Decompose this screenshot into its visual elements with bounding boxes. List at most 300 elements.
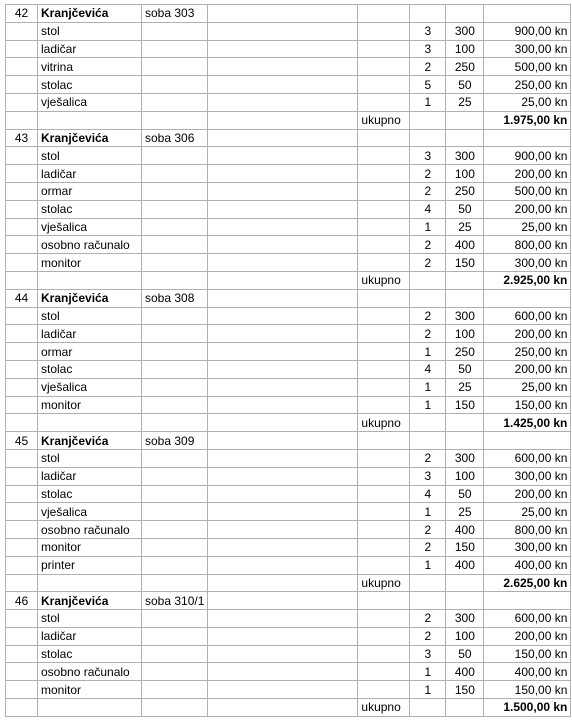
- item-unit-price: 100: [446, 467, 484, 485]
- item-unit-price: 300: [446, 449, 484, 467]
- empty-cell: [446, 271, 484, 289]
- item-unit-price: 50: [446, 360, 484, 378]
- empty-cell: [410, 699, 446, 717]
- item-row: [6, 325, 571, 343]
- item-row: [6, 236, 571, 254]
- item-total: 150,00 kn: [484, 396, 571, 414]
- item-total: 600,00 kn: [484, 610, 571, 628]
- item-quantity: 1: [410, 396, 446, 414]
- empty-cell: [208, 432, 358, 450]
- empty-cell: [142, 40, 208, 58]
- empty-cell: [484, 5, 571, 23]
- empty-cell: [6, 93, 38, 111]
- item-name: ladičar: [38, 165, 142, 183]
- item-unit-price: 25: [446, 218, 484, 236]
- empty-cell: [208, 5, 358, 23]
- item-name: monitor: [38, 396, 142, 414]
- item-unit-price: 400: [446, 236, 484, 254]
- item-quantity: 2: [410, 236, 446, 254]
- item-name: osobno računalo: [38, 236, 142, 254]
- item-quantity: 2: [410, 165, 446, 183]
- item-unit-price: 100: [446, 165, 484, 183]
- item-total: 250,00 kn: [484, 343, 571, 361]
- empty-cell: [484, 592, 571, 610]
- item-unit-price: 300: [446, 22, 484, 40]
- empty-cell: [6, 467, 38, 485]
- item-name: ormar: [38, 182, 142, 200]
- subtotal-value: 1.425,00 kn: [484, 414, 571, 432]
- item-quantity: 2: [410, 182, 446, 200]
- item-unit-price: 100: [446, 325, 484, 343]
- item-total: 200,00 kn: [484, 325, 571, 343]
- item-unit-price: 50: [446, 645, 484, 663]
- item-row: [6, 254, 571, 272]
- empty-cell: [142, 325, 208, 343]
- item-quantity: 3: [410, 40, 446, 58]
- empty-cell: [6, 325, 38, 343]
- empty-cell: [208, 681, 358, 699]
- subtotal-label: ukupno: [358, 414, 410, 432]
- empty-cell: [358, 22, 410, 40]
- empty-cell: [208, 76, 358, 94]
- empty-cell: [142, 254, 208, 272]
- item-quantity: 1: [410, 378, 446, 396]
- empty-cell: [38, 414, 142, 432]
- empty-cell: [358, 40, 410, 58]
- item-quantity: 1: [410, 503, 446, 521]
- item-row: [6, 503, 571, 521]
- empty-cell: [358, 538, 410, 556]
- empty-cell: [6, 271, 38, 289]
- item-row: [6, 610, 571, 628]
- empty-cell: [358, 218, 410, 236]
- item-name: monitor: [38, 254, 142, 272]
- empty-cell: [6, 40, 38, 58]
- empty-cell: [208, 325, 358, 343]
- empty-cell: [142, 58, 208, 76]
- item-total: 300,00 kn: [484, 467, 571, 485]
- item-row: [6, 449, 571, 467]
- empty-cell: [6, 449, 38, 467]
- item-unit-price: 400: [446, 663, 484, 681]
- item-name: stol: [38, 449, 142, 467]
- section-header-row: [6, 289, 571, 307]
- empty-cell: [142, 610, 208, 628]
- item-row: [6, 360, 571, 378]
- empty-cell: [38, 574, 142, 592]
- empty-cell: [208, 378, 358, 396]
- empty-cell: [6, 503, 38, 521]
- empty-cell: [358, 681, 410, 699]
- empty-cell: [6, 485, 38, 503]
- empty-cell: [142, 307, 208, 325]
- empty-cell: [6, 378, 38, 396]
- item-row: [6, 22, 571, 40]
- empty-cell: [208, 236, 358, 254]
- empty-cell: [358, 663, 410, 681]
- item-quantity: 5: [410, 76, 446, 94]
- item-unit-price: 50: [446, 200, 484, 218]
- item-quantity: 1: [410, 681, 446, 699]
- item-name: vitrina: [38, 58, 142, 76]
- item-unit-price: 100: [446, 627, 484, 645]
- empty-cell: [142, 165, 208, 183]
- empty-cell: [6, 307, 38, 325]
- item-row: [6, 40, 571, 58]
- item-unit-price: 50: [446, 76, 484, 94]
- empty-cell: [38, 111, 142, 129]
- empty-cell: [142, 574, 208, 592]
- room-name: soba 310/1: [142, 592, 208, 610]
- item-unit-price: 250: [446, 182, 484, 200]
- item-quantity: 2: [410, 254, 446, 272]
- subtotal-row: [6, 414, 571, 432]
- empty-cell: [208, 343, 358, 361]
- item-unit-price: 100: [446, 40, 484, 58]
- empty-cell: [6, 360, 38, 378]
- item-total: 300,00 kn: [484, 254, 571, 272]
- item-total: 300,00 kn: [484, 40, 571, 58]
- item-total: 25,00 kn: [484, 503, 571, 521]
- empty-cell: [208, 396, 358, 414]
- subtotal-label: ukupno: [358, 574, 410, 592]
- empty-cell: [358, 610, 410, 628]
- empty-cell: [358, 325, 410, 343]
- item-quantity: 1: [410, 343, 446, 361]
- empty-cell: [6, 343, 38, 361]
- item-total: 400,00 kn: [484, 556, 571, 574]
- empty-cell: [142, 182, 208, 200]
- item-total: 600,00 kn: [484, 449, 571, 467]
- section-number: 46: [6, 592, 38, 610]
- empty-cell: [446, 592, 484, 610]
- item-row: [6, 485, 571, 503]
- empty-cell: [208, 503, 358, 521]
- item-unit-price: 400: [446, 556, 484, 574]
- item-quantity: 3: [410, 645, 446, 663]
- item-name: osobno računalo: [38, 521, 142, 539]
- section-header-row: [6, 5, 571, 23]
- item-row: [6, 218, 571, 236]
- empty-cell: [410, 271, 446, 289]
- item-total: 150,00 kn: [484, 645, 571, 663]
- empty-cell: [358, 592, 410, 610]
- item-name: ladičar: [38, 325, 142, 343]
- item-unit-price: 150: [446, 396, 484, 414]
- item-row: [6, 76, 571, 94]
- subtotal-label: ukupno: [358, 111, 410, 129]
- empty-cell: [484, 432, 571, 450]
- empty-cell: [358, 449, 410, 467]
- empty-cell: [446, 574, 484, 592]
- subtotal-value: 2.925,00 kn: [484, 271, 571, 289]
- room-name: soba 306: [142, 129, 208, 147]
- item-row: [6, 521, 571, 539]
- empty-cell: [142, 76, 208, 94]
- empty-cell: [6, 218, 38, 236]
- item-row: [6, 307, 571, 325]
- item-quantity: 1: [410, 556, 446, 574]
- section-header-row: [6, 592, 571, 610]
- item-row: [6, 182, 571, 200]
- empty-cell: [208, 271, 358, 289]
- empty-cell: [6, 663, 38, 681]
- empty-cell: [208, 627, 358, 645]
- item-name: ladičar: [38, 467, 142, 485]
- item-total: 200,00 kn: [484, 200, 571, 218]
- empty-cell: [208, 610, 358, 628]
- empty-cell: [6, 521, 38, 539]
- empty-cell: [208, 592, 358, 610]
- empty-cell: [208, 111, 358, 129]
- empty-cell: [142, 485, 208, 503]
- empty-cell: [446, 414, 484, 432]
- item-total: 500,00 kn: [484, 182, 571, 200]
- empty-cell: [6, 147, 38, 165]
- item-row: [6, 396, 571, 414]
- empty-cell: [208, 165, 358, 183]
- subtotal-row: [6, 111, 571, 129]
- empty-cell: [6, 574, 38, 592]
- item-unit-price: 150: [446, 254, 484, 272]
- empty-cell: [358, 58, 410, 76]
- item-name: osobno računalo: [38, 663, 142, 681]
- empty-cell: [142, 414, 208, 432]
- empty-cell: [6, 556, 38, 574]
- item-total: 900,00 kn: [484, 22, 571, 40]
- empty-cell: [6, 22, 38, 40]
- room-name: soba 303: [142, 5, 208, 23]
- item-total: 200,00 kn: [484, 627, 571, 645]
- room-name: soba 308: [142, 289, 208, 307]
- empty-cell: [208, 521, 358, 539]
- item-quantity: 2: [410, 521, 446, 539]
- empty-cell: [358, 200, 410, 218]
- item-total: 300,00 kn: [484, 538, 571, 556]
- empty-cell: [208, 556, 358, 574]
- item-quantity: 2: [410, 325, 446, 343]
- empty-cell: [142, 681, 208, 699]
- empty-cell: [358, 467, 410, 485]
- empty-cell: [142, 343, 208, 361]
- item-unit-price: 25: [446, 93, 484, 111]
- empty-cell: [6, 699, 38, 717]
- subtotal-row: [6, 699, 571, 717]
- empty-cell: [358, 289, 410, 307]
- item-name: printer: [38, 556, 142, 574]
- empty-cell: [358, 93, 410, 111]
- item-unit-price: 400: [446, 521, 484, 539]
- item-name: stol: [38, 307, 142, 325]
- empty-cell: [446, 699, 484, 717]
- item-row: [6, 538, 571, 556]
- empty-cell: [358, 556, 410, 574]
- empty-cell: [208, 645, 358, 663]
- empty-cell: [208, 93, 358, 111]
- empty-cell: [38, 699, 142, 717]
- item-name: monitor: [38, 538, 142, 556]
- empty-cell: [208, 254, 358, 272]
- item-total: 800,00 kn: [484, 521, 571, 539]
- item-unit-price: 300: [446, 147, 484, 165]
- street-name: Kranjčevića: [38, 5, 142, 23]
- empty-cell: [446, 5, 484, 23]
- empty-cell: [208, 574, 358, 592]
- empty-cell: [208, 129, 358, 147]
- empty-cell: [358, 521, 410, 539]
- empty-cell: [208, 200, 358, 218]
- item-row: [6, 58, 571, 76]
- empty-cell: [358, 236, 410, 254]
- empty-cell: [6, 538, 38, 556]
- empty-cell: [410, 129, 446, 147]
- item-name: stolac: [38, 200, 142, 218]
- section-number: 43: [6, 129, 38, 147]
- item-total: 800,00 kn: [484, 236, 571, 254]
- empty-cell: [358, 645, 410, 663]
- empty-cell: [358, 432, 410, 450]
- empty-cell: [208, 699, 358, 717]
- subtotal-label: ukupno: [358, 699, 410, 717]
- item-total: 25,00 kn: [484, 218, 571, 236]
- empty-cell: [358, 307, 410, 325]
- empty-cell: [410, 414, 446, 432]
- empty-cell: [208, 147, 358, 165]
- item-name: stolac: [38, 76, 142, 94]
- item-row: [6, 165, 571, 183]
- item-quantity: 1: [410, 93, 446, 111]
- empty-cell: [358, 627, 410, 645]
- empty-cell: [142, 556, 208, 574]
- subtotal-row: [6, 574, 571, 592]
- empty-cell: [358, 485, 410, 503]
- item-quantity: 4: [410, 360, 446, 378]
- empty-cell: [6, 681, 38, 699]
- item-total: 25,00 kn: [484, 93, 571, 111]
- item-name: stol: [38, 147, 142, 165]
- item-quantity: 2: [410, 538, 446, 556]
- empty-cell: [358, 165, 410, 183]
- item-quantity: 4: [410, 485, 446, 503]
- empty-cell: [208, 467, 358, 485]
- item-name: stol: [38, 610, 142, 628]
- empty-cell: [142, 699, 208, 717]
- empty-cell: [38, 271, 142, 289]
- empty-cell: [208, 40, 358, 58]
- empty-cell: [6, 645, 38, 663]
- item-total: 200,00 kn: [484, 485, 571, 503]
- item-name: stolac: [38, 360, 142, 378]
- empty-cell: [358, 396, 410, 414]
- item-name: ladičar: [38, 627, 142, 645]
- item-unit-price: 25: [446, 378, 484, 396]
- empty-cell: [6, 111, 38, 129]
- empty-cell: [6, 254, 38, 272]
- subtotal-value: 1.975,00 kn: [484, 111, 571, 129]
- item-row: [6, 147, 571, 165]
- empty-cell: [142, 627, 208, 645]
- empty-cell: [142, 218, 208, 236]
- item-row: [6, 681, 571, 699]
- item-name: stolac: [38, 485, 142, 503]
- section-header-row: [6, 129, 571, 147]
- section-header-row: [6, 432, 571, 450]
- street-name: Kranjčevića: [38, 129, 142, 147]
- empty-cell: [142, 521, 208, 539]
- empty-cell: [142, 538, 208, 556]
- section-number: 45: [6, 432, 38, 450]
- item-name: stol: [38, 22, 142, 40]
- empty-cell: [484, 289, 571, 307]
- item-total: 500,00 kn: [484, 58, 571, 76]
- empty-cell: [6, 627, 38, 645]
- street-name: Kranjčevića: [38, 289, 142, 307]
- empty-cell: [142, 663, 208, 681]
- empty-cell: [6, 236, 38, 254]
- item-unit-price: 250: [446, 343, 484, 361]
- empty-cell: [208, 360, 358, 378]
- empty-cell: [208, 414, 358, 432]
- empty-cell: [6, 165, 38, 183]
- empty-cell: [142, 236, 208, 254]
- item-name: ormar: [38, 343, 142, 361]
- room-name: soba 309: [142, 432, 208, 450]
- empty-cell: [410, 289, 446, 307]
- subtotal-value: 2.625,00 kn: [484, 574, 571, 592]
- item-quantity: 2: [410, 449, 446, 467]
- empty-cell: [6, 610, 38, 628]
- item-name: vješalica: [38, 378, 142, 396]
- empty-cell: [410, 111, 446, 129]
- item-quantity: 1: [410, 663, 446, 681]
- empty-cell: [142, 93, 208, 111]
- inventory-table: [5, 4, 571, 717]
- empty-cell: [142, 200, 208, 218]
- empty-cell: [410, 574, 446, 592]
- subtotal-label: ukupno: [358, 271, 410, 289]
- empty-cell: [142, 378, 208, 396]
- item-quantity: 4: [410, 200, 446, 218]
- item-total: 200,00 kn: [484, 165, 571, 183]
- empty-cell: [142, 467, 208, 485]
- item-unit-price: 50: [446, 485, 484, 503]
- empty-cell: [208, 182, 358, 200]
- subtotal-row: [6, 271, 571, 289]
- empty-cell: [208, 538, 358, 556]
- empty-cell: [142, 396, 208, 414]
- item-name: vješalica: [38, 93, 142, 111]
- item-total: 400,00 kn: [484, 663, 571, 681]
- street-name: Kranjčevića: [38, 432, 142, 450]
- empty-cell: [358, 343, 410, 361]
- item-unit-price: 300: [446, 307, 484, 325]
- item-total: 250,00 kn: [484, 76, 571, 94]
- item-total: 25,00 kn: [484, 378, 571, 396]
- item-row: [6, 627, 571, 645]
- empty-cell: [410, 5, 446, 23]
- empty-cell: [208, 218, 358, 236]
- item-row: [6, 93, 571, 111]
- empty-cell: [358, 503, 410, 521]
- item-name: stolac: [38, 645, 142, 663]
- empty-cell: [358, 254, 410, 272]
- empty-cell: [208, 58, 358, 76]
- empty-cell: [358, 378, 410, 396]
- item-name: monitor: [38, 681, 142, 699]
- empty-cell: [142, 645, 208, 663]
- item-unit-price: 25: [446, 503, 484, 521]
- empty-cell: [208, 22, 358, 40]
